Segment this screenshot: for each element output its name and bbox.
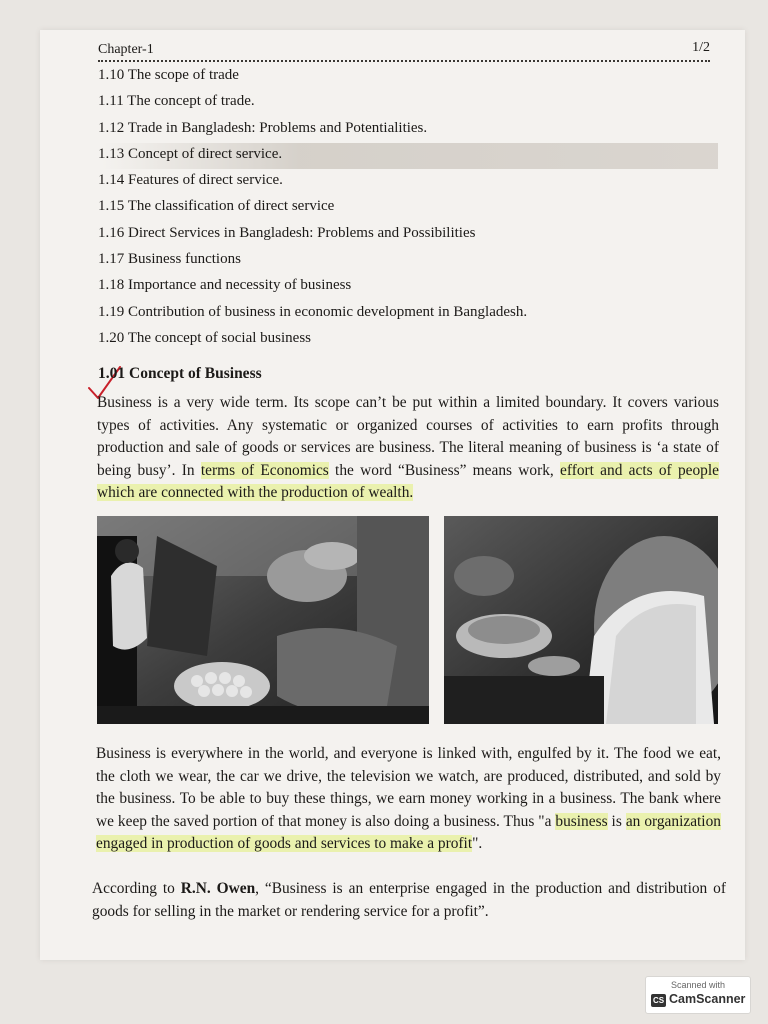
badge-caption: Scanned with [670,980,726,990]
toc-item: 1.19 Contribution of business in economic development in Bangladesh. [98,303,528,320]
paragraph-owen-definition: According to R.N. Owen, “Business is an enterprise engaged in the production and distribution of goods for selling in the market or rendering service for a profit”. [92,880,726,920]
toc-item: 1.11 The concept of trade. [98,93,255,110]
page-number: 1/2 [692,40,710,55]
highlight: an organization engaged in production of goods and services to make a profit [96,812,721,852]
paragraph-business-everywhere: Business is everywhere in the world, and everyone is linked with, engulfed by it. The food we eat, the cloth we wear, the car we drive, the television we watch, are produced, distributed, and sold by the business. To be able to buy these things, we earn money working in a business. The bank where we keep the saved portion of that money is also doing a business. Thus "a business is an organization engaged in production of goods and services to make a profit". [96,745,721,852]
toc-item: 1.14 Features of direct service. [98,172,283,189]
market-vendors-photo [97,516,429,724]
paragraph-definition: Business is a very wide term. Its scope can’t be put within a limited boundary. It covers various types of activities. Any systematic or organized courses of activities to earn profits through production and sale of goods or services are business. The literal meaning of business is ‘a state of being busy’. In terms of Economics the word “Business” means work, effort and acts of people which are connected with the production of wealth. [97,394,719,501]
toc-item: 1.10 The scope of trade [98,67,239,83]
badge-brand: CamScanner [669,992,746,1006]
chapter-label: Chapter-1 [98,42,154,57]
camscanner-logo-icon: CS [652,996,665,1005]
highlight: business [555,812,608,830]
toc-item: 1.12 Trade in Bangladesh: Problems and Potentialities. [98,119,428,136]
toc-item: 1.16 Direct Services in Bangladesh: Problems and Possibilities [98,224,476,241]
toc-item: 1.18 Importance and necessity of business [98,277,352,294]
toc-item: 1.20 The concept of social business [98,329,312,346]
toc-item: 1.13 Concept of direct service. [76,143,718,169]
worker-cooking-photo [444,516,718,724]
highlight: effort and acts of people which are connected with the production of wealth. [97,461,719,501]
camscanner-badge [645,976,751,1014]
highlight: terms of Economics [200,461,329,479]
author-name: R.N. Owen [180,880,256,897]
section-heading: 1.01 Concept of Business [98,365,262,382]
toc-item: 1.17 Business functions [98,251,241,268]
toc-item: 1.15 The classification of direct service [98,198,335,215]
table-of-contents [98,64,718,353]
page-header [98,40,710,62]
